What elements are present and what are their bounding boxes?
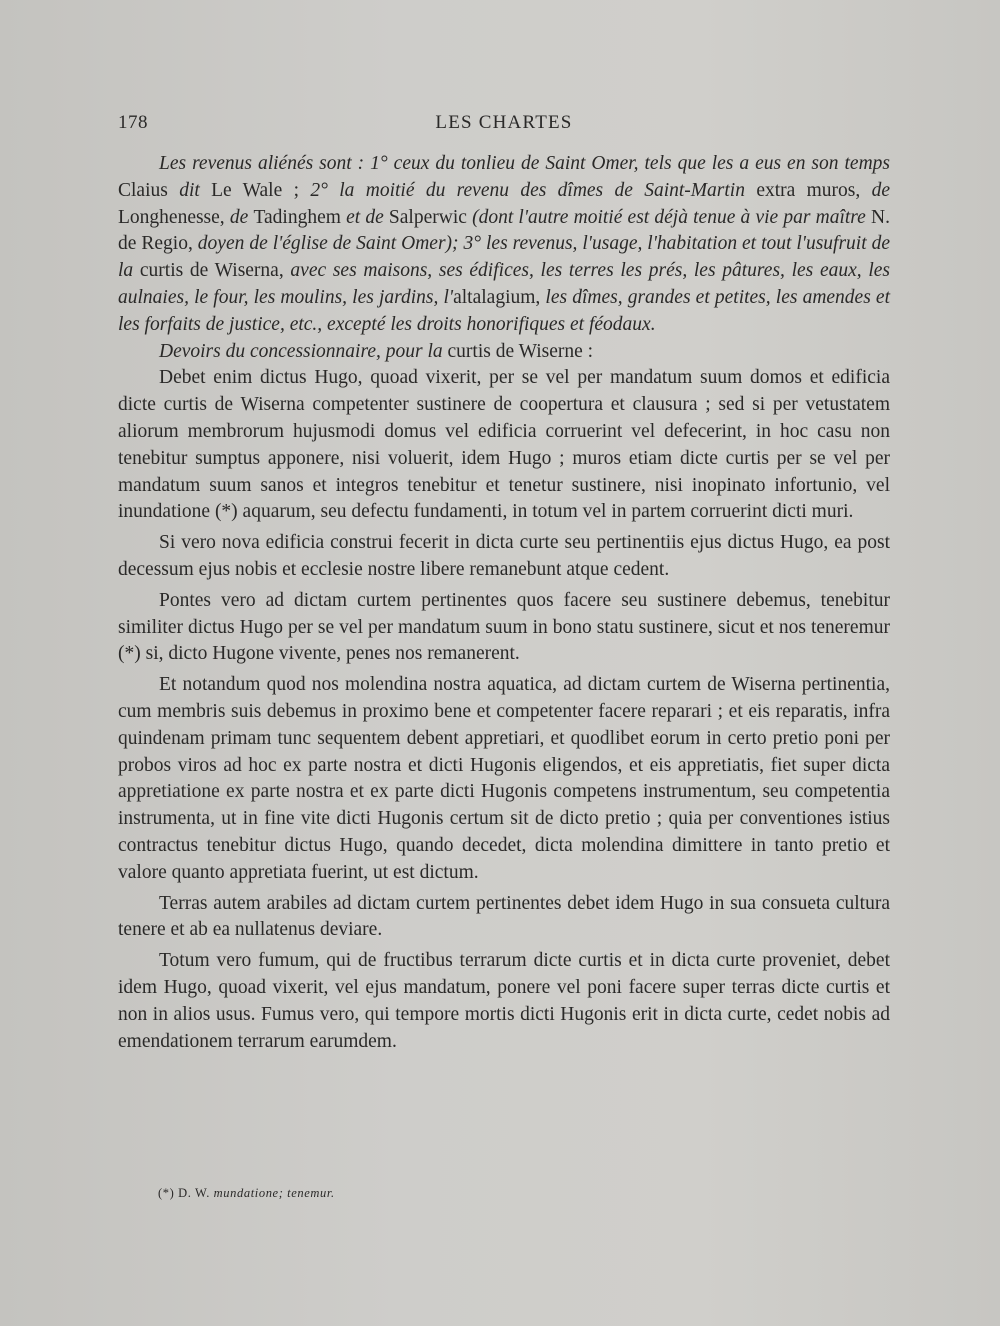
latin-text: Tadinghem [253,206,347,228]
french-summary-text: de [871,179,890,201]
latin-text: Claius [118,179,180,201]
french-summary-text: de [229,206,254,228]
latin-text: Debet enim dictus Hugo, quoad vixerit, per se vel per mandatum suum domos et edificia dicte curtis de Wiserna competenter sustinere de coopertura et clausura ; sed si per vetustatem aliorum membrorum hujusmodi domus vel edificia corruerint vel defecerint, in hoc casu non tenebitur sumptus apponere, nisi voluerit, idem Hugo ; muros etiam dicte curtis per se vel per mandatum suum sanos et integros tenebitur et tenetur sustinere, nisi inopinato infortunio, vel inundatione (*) aquarum, seu defectu fundamenti, in totum vel in partem corruerint dicti muri. [118,367,890,523]
french-summary-text: les dîmes, grandes et petites, les amendes et les forfaits de justice, etc., excepté les droits honorifiques et féodaux. [118,286,890,335]
french-summary-text: et de [346,206,389,228]
paragraph [118,339,890,366]
footnote [158,1186,758,1201]
paragraph [118,948,890,1055]
french-summary-text: (dont l'autre moitié est déjà tenue à vie par maître [472,206,872,228]
latin-text: extra muros, [756,179,872,201]
latin-text: Pontes vero ad dictam curtem pertinentes quos facere seu sustinere debemus, tenebitur similiter dictus Hugo per se vel per mandatum suum in bono statu sustinere, sicut et nos teneremur (*) si, dicto Hugone vivente, penes nos remanerent. [118,589,890,665]
page-title: LES CHARTES [435,112,573,133]
paragraph [118,530,890,584]
latin-text: Totum vero fumum, qui de fructibus terrarum dicte curtis et in dicta curte proveniet, debet idem Hugo, quoad vixerit, vel ejus mandatum, ponere vel poni facere super terras dicte curtis et non in alios usus. Fumus vero, qui tempore mortis dicti Hugonis erit in dicta curte, cedet nobis ad emendationem terrarum earumdem. [118,950,890,1052]
footnote-mark: (*) D. W. [158,1186,210,1200]
paragraph [118,151,890,339]
paragraph [118,891,890,945]
latin-text: curtis de Wiserna, [139,260,291,282]
page-number: 178 [118,112,148,133]
latin-text: Salperwic [388,206,473,228]
running-head [118,112,890,140]
footnote-text: mundatione; tenemur. [213,1186,335,1200]
latin-text: Le Wale ; [211,179,311,201]
paragraph [118,365,890,526]
paragraph [118,672,890,886]
latin-text: N. de Regio, [118,206,890,255]
french-summary-text: doyen de l'église de Saint Omer); 3° les revenus, l'usage, l'habitation et tout l'usufruit de la [118,233,891,282]
french-summary-text: 2° la moitié du revenu des dîmes de Saint-Martin [310,179,757,201]
latin-text: curtis de Wiserne : [447,340,594,362]
latin-text: Longhenesse, [118,206,230,228]
latin-text: altalagium, [453,286,546,308]
french-summary-text: Les revenus aliénés sont : 1° ceux du tonlieu de Saint Omer, tels que les a eus en son temps [159,153,890,174]
latin-text: Si vero nova edificia construi fecerit in dicta curte seu pertinentiis ejus dictus Hugo, ea post decessum ejus nobis et ecclesie nostre libere remanebunt atque cedent. [118,532,890,580]
latin-text: Et notandum quod nos molendina nostra aquatica, ad dictam curtem de Wiserna pertinentia, cum membris suis debemus in proximo bene et competenter facere reparari ; et eis reparatis, infra quindenam primam tunc sequentem debent appretiari, et quodlibet eorum in certo pretio poni per probos viros ad hoc ex parte nostra et dicti Hugonis eligendos, et eis appretiatis, fiet super dicta appretiatione ex parte nostra et ex parte dicti Hugonis competens instrumentum, seu competentia instrumenta, ut in fine vite dicti Hugonis certum sit de dicto pretio ; quia per conventiones istius contractus tenebitur dictus Hugo, quando decedet, dicta molendina dimittere in tanto pretio et valore quanto appretiata fuerint, ut est dictum. [118,674,890,883]
latin-text: Terras autem arabiles ad dictam curtem pertinentes debet idem Hugo in sua consueta cultura tenere et ab ea nullatenus deviare. [118,892,890,941]
paragraph [118,588,890,668]
french-summary-text: avec ses maisons, ses édifices, les terres les prés, les pâtures, les eaux, les aulnaies, le four, les moulins, les jardins, l' [118,260,891,308]
body-text [118,151,890,1055]
french-summary-text: Devoirs du concessionnaire, pour la [159,340,448,362]
french-summary-text: dit [179,179,212,201]
